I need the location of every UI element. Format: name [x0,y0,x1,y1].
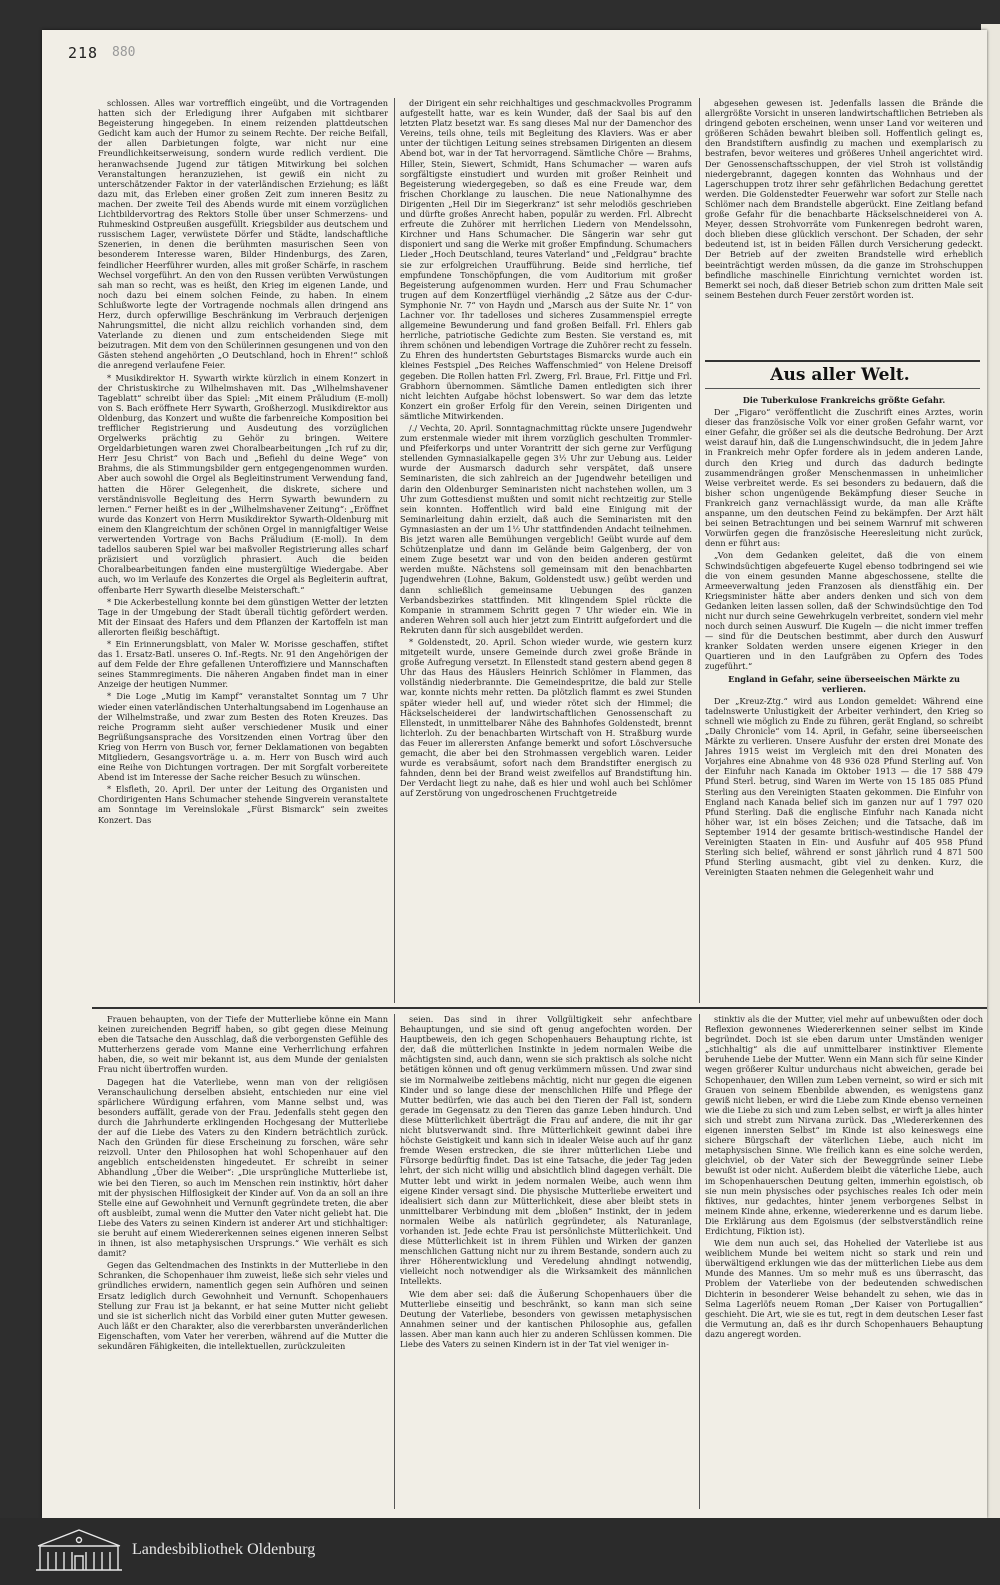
page-number: 218 [68,44,99,62]
paragraph: England in Gefahr, seine überseeischen Märkte zu verlieren. [728,673,960,694]
paragraph: seien. Das sind in ihrer Vollgültigkeit sehr anfechtbare Behauptungen, und sie sind oft genug angefochten worden. Der Hauptbeweis, den ich gegen Schopenhauers Behauptung richte, ist der, daß die mütterlichen Instinkte in jedem normalen Weibe die mächtigsten sind, auch dann, wenn sie sich praktisch als solche nicht betätigen können und oft genug verkümmern müssen. Und zwar sind sie im Normalweibe zeitlebens mächtig, nicht nur gegen die eigenen Kinder und so lange diese der menschlichen Hilfe und Pflege der Mutter bedürfen, wie das auch bei den Tieren der Fall ist, sondern gerade im Gegensatz zu den Tieren das ganze Leben hindurch. Und diese Mütterlichkeit überträgt die Frau auf andere, die mit ihr gar nicht blutsverwandt sind. Ihre Mütterlichkeit gewinnt dabei ihre höchste Geistigkeit und kann sich in idealer Weise auch auf ihr ganz fremde Wesen erstrecken, die sie ihrer mütterlichen Liebe und Fürsorge bedürftig findet. Das ist eine Tatsache, die jeder Tag jeden lehrt, der sich nicht willig und absichtlich blind dagegen verhält. Die Mutter lebt und wirkt in jedem normalen Weibe, auch wenn ihm eigene Kinder versagt sind. Die physische Mutterliebe erweitert und idealisiert sich dann zur Mütterlichkeit, diese aber bleibt stets in unmittelbarer Verbindung mit dem „bloßen“ Instinkt, der in jedem normalen Weibe als natürlich gegründeter, als Naturanlage, vorhanden ist. Jede echte Frau ist persönlichste Mütterlichkeit. Und diese Mütterlichkeit ist in ihrem Fühlen und Wirken der ganzen menschlichen Gattung nicht nur zu ihrem Bestande, sondern auch zu ihrer Höherentwicklung und Veredelung ahndingt notwendig, vielleicht noch notwendiger als die Wirksamkeit des männlichen Intellekts. [400,1014,692,1287]
bottom-column-1 [98,1014,388,1509]
paragraph: Die Tuberkulose Frankreichs größte Gefahr. [742,395,946,405]
bottom-column-2 [400,1014,692,1509]
paragraph: Wie dem nun auch sei, das Hohelied der Vaterliebe ist aus weiblichem Munde bei weitem nicht so stark und rein und überwältigend erklungen wie das der mütterlichen Liebe aus dem Munde des Mannes. Um so mehr muß es uns überrascht, das Problem der Vaterliebe von der bedeutenden schwedischen Dichterin in besonderer Weise behandelt zu sehen, wie das in Selma Lagerlöfs neuem Roman „Der Kaiser von Portugallien“ geschieht. Die Art, wie sie es tut, regt in dem deutschen Leser fast die Vermutung an, daß es ihr durch Schopenhauers Behauptung dazu angeregt worden. [705,1238,983,1339]
top-column-3-world-news [705,395,983,1003]
top-column-2 [400,98,692,1003]
paragraph: abgesehen gewesen ist. Jedenfalls lassen die Brände die allergrößte Vorsicht in unseren landwirtschaftlichen Betrieben als dringend geboten erscheinen, wenn unser Land vor weiteren und größeren Schäden bewahrt bleiben soll. Hoffentlich gelingt es, den Brandstiftern ausfindig zu machen und exemplarisch zu bestrafen, bevor weiteres und größeres Unheil angerichtet wird. Der Genossenschaftsschuppen, der viel Stroh ist vollständig niedergebrannt, dagegen konnten das Wohnhaus und der Lagerschuppen trotz ihrer sehr gefährlichen Bedachung gerettet werden. Die Goldenstedter Feuerwehr war sofort zur Stelle nach Schlömer nach dem Brandstelle abgerückt. Eine Zeitlang befand große Gefahr für die benachbarte Häckselschneiderei von A. Meyer, dessen Strohvorräte vom Funkenregen bedroht waren, doch blieben diese glücklich verschont. Der Schaden, der sehr bedeutend ist, ist in beiden Fällen durch Versicherung gedeckt. Der Betrieb auf der zweiten Brandstelle wird erheblich beeinträchtigt werden müssen, da die ganze im Strohschuppen befindliche maschinelle Einrichtung vernichtet worden ist. Bemerkt sei noch, daß dieser Betrieb schon zum dritten Male seit seinem Bestehen durch Feuer zerstört worden ist. [705,98,983,300]
paragraph: Frauen behaupten, von der Tiefe der Mutterliebe könne ein Mann keinen zureichenden Begriff haben, so gibt gegen diese Meinung eben die Tatsache den Ausschlag, daß die verborgensten Gefühle des Mutterherzens gerade vom Manne eine Verherrlichung erfahren haben, die, so weit mir bekannt ist, aus dem Munde der genialsten Frau nicht übertroffen wurden. [98,1014,388,1075]
top-column-3-upper [705,98,983,358]
newspaper-page [42,30,987,1518]
paragraph: „Von dem Gedanken geleitet, daß die von einem Schwindsüchtigen abgefeuerte Kugel ebenso todbringend sei wie die von einem gesunden Manne abgeschossene, stellte die Armeeverwaltung jeden Franzosen als dienstfähig ein. Der Kriegsminister hätte aber anders denken und sich von dem Gedanken leiten lassen sollen, daß der Schwindsüchtige den Tod nicht nur durch seine Gewehrkugeln verbreitet, sondern viel mehr noch durch seinen Auswurf. Die Kugeln — die nicht immer treffen — sind für die Deutschen bestimmt, aber durch den Auswurf kranker Soldaten werden unsere eigenen Krieger in den Quartieren und in den Laufgräben zu Opfern des Todes zugeführt.“ [705,550,983,672]
paragraph: schlossen. Alles war vortrefflich eingeübt, und die Vortragenden hatten sich der Erledigung ihrer Aufgaben mit sichtbarer Begeisterung hingegeben. In einem reizenden plattdeutschen Gedicht kam auch der Humor zu seinem Rechte. Der reiche Beifall, der allen Darbietungen folgte, war nicht nur eine Freundlichkeitserweisung, sondern wurde redlich verdient. Die heranwachsende Jugend zur tätigen Mitwirkung bei solchen Veranstaltungen heranzuziehen, ist gewiß ein nicht zu unterschätzender Faktor in der vaterländischen Erziehung; es läßt dazu mit, das Erleben einer großen Zeit zum inneren Besitz zu machen. Der zweite Teil des Abends wurde mit einem vorzüglichen Lichtbildervortrag des Rektors Stolle über unser Schmerzens- und Ruhmeskind Ostpreußen ausgefüllt. Kriegsbilder aus deutschem und russischem Lager, verwüstete Dörfer und Städte, landschaftliche Szenerien, in denen die berühmten masurischen Seen von besonderem Interesse waren, Bilder Hindenburgs, des Zaren, feindlicher Heerführer wurden, alles mit großer Schärfe, in raschem Wechsel vorgeführt. An den von den Russen verübten Verwüstungen sah man so recht, was es heißt, den Krieg im eigenen Lande, und noch dazu bei einem solchen Feinde, zu haben. In einem Schlußworte legte der Vortragende nochmals allen dringend ans Herz, durch opferwillige Beschränkung im Verbrauch derjenigen Nahrungsmittel, die nicht allzu reichlich vorhanden sind, dem Vaterlande zu dienen und zum entscheidenden Siege mit beizutragen. Mit dem von den Schülerinnen gesungenen und von den Gästen stehend angehörten „O Deutschland, hoch in Ehren!“ schloß die anregend verlaufene Feier. [98,98,388,371]
column-divider [699,1014,700,1509]
column-divider [394,98,395,1003]
paragraph: * Die Loge „Mutig im Kampf“ veranstaltet Sonntag um 7 Uhr wieder einen vaterländischen Unterhaltungsabend im Logenhause an der Wilhelmstraße, und zwar zum Besten des Roten Kreuzes. Das reiche Programm sieht außer verschiedener Musik und einer Begrüßungsansprache des Vorsitzenden einen Vortrag über den Krieg von Herrn von Busch vor, ferner Deklamationen von begabten Mitgliedern, Gesangsvorträge u. a. m. Herr von Busch wird auch eine Reihe von Dichtungen vortragen. Der mit Sorgfalt vorbereitete Abend ist im Interesse der Sache reicher Besuch zu wünschen. [98,691,388,783]
column-divider [699,98,700,1003]
paragraph: stinktiv als die der Mutter, viel mehr auf unbewußten oder doch Reflexion gewonnenes Wiedererkennen seiner selbst im Kinde begründet. Doch ist sie eben darum unter Umständen weniger „stichhaltig“ als die auf unmittelbarer instinktiver Elemente beruhende Liebe der Mutter. Wenn ein Mann sich für seine Kinder wegen größerer Kultur undurchaus nicht abweichen, gerade bei Schopenhauer, den Willen zum Leben verneint, so wird er sich mit Grauen von seinem Ebenbilde abwenden, es wenigstens ganz gewiß nicht lieben, er wird die Liebe zum Kinde ebenso verneinen wie die Liebe zu sich und zum Leben selbst, er wirft ja alles hinter sich und strebt zum Nirvana zurück. Das „Wiedererkennen des eigenen innersten Selbst“ im Kinde ist also keineswegs eine sichere Bürgschaft der väterlichen Liebe, auch nicht im metaphysischen Sinne. Wie freilich kann es eine solche werden, gleichviel, ob der Vater sich der Beweggründe seiner Liebe bewußt ist oder nicht. Außerdem bleibt die väterliche Liebe, auch im Schopenhauerschen Deutung gelten, immerhin egoistisch, ob sie nun mein physisches oder psychisches reales Ich oder mein fiktives, nur gedachtes, hinter jenem verborgenes Selbst in meinem Kinde ahne, erkenne, wiedererkenne und es darum liebe. Die Erklärung aus dem Egoismus (der selbstverständlich reine Erdichtung, Fiktion ist). [705,1014,983,1236]
page-handwritten-note: 880 [112,45,136,60]
paragraph: * Ein Erinnerungsblatt, von Maler W. Morisse geschaffen, stiftet das 1. Ersatz-Batl. unseres O. Inf.-Regts. Nr. 91 den Angehörigen der auf dem Felde der Ehre gefallenen Unteroffiziere und Mannschaften seines Stammregiments. Die näheren Angaben findet man in einer Anzeige der heutigen Nummer. [98,638,388,690]
paragraph: Dagegen hat die Vaterliebe, wenn man von der religiösen Veranschaulichung derselben absieht, entschieden nur eine viel spärlichere Würdigung erfahren, vom Manne selbst und, was besonders auffällt, gerade von der Frau. Jedenfalls steht gegen den durch die Jahrhunderte erklingenden Hochgesang der Mutterliebe der auf die Liebe des Vaters zu den Kindern beträchtlich zurück. Nach den Gründen für diese Erscheinung zu forschen, wäre sehr reizvoll. Unter den Philosophen hat wohl Schopenhauer auf den angeblich entscheidensten hingedeutet. Er schreibt in seiner Abhandlung „Über die Weiber“: „Die ursprüngliche Mutterliebe ist, wie bei den Tieren, so auch im Menschen rein instinktiv, hört daher mit der physischen Hilflosigkeit der Kinder auf. Von da an soll an ihre Stelle eine auf Gewohnheit und Vernunft gegründete treten, die aber oft ausbleibt, zumal wenn die Mutter den Vater nicht geliebt hat. Die Liebe des Vaters zu seinen Kindern ist anderer Art und stichhaltiger: sie beruht auf einem Wiedererkennen seines eigenen inneren Selbst in ihnen, ist also metaphysischen Ursprungs.“ Wie verhält es sich damit? [98,1076,388,1259]
paragraph: * Musikdirektor H. Sywarth wirkte kürzlich in einem Konzert in der Christuskirche zu Wilhelmshaven mit. Das „Wilhelmshavener Tageblatt“ schreibt über das Spiel: „Mit einem Präludium (E-moll) von S. Bach eröffnete Herr Sywarth, Großherzogl. Musikdirektor aus Oldenburg, das Konzert und wußte die farbenreiche Komposition bei trefflicher Registrierung und Ausdeutung des vorzüglichen Orgelwerks prächtig zu Gehör zu bringen. Weitere Orgeldarbietungen waren zwei Choralbearbeitungen „Ich ruf zu dir, Herr Jesu Christ“ von Bach und „Befiehl du deine Wege“ von Brahms, die als Stimmungsbilder gern entgegengenommen wurden. Aber auch sowohl die Orgel als Begleitinstrument Verwendung fand, hatten die Hörer Gelegenheit, die diskrete, sichere und verständnisvolle Begleitung des Herrn Sywarth bewundern zu lernen.“ Ferner heißt es in der „Wilhelmshavener Zeitung“: „Eröffnet wurde das Konzert von Herrn Musikdirektor Sywarth-Oldenburg mit einem den Klangreichtum der schönen Orgel in mannigfaltiger Weise verwertenden Vortrage von Bachs Präludium (E-moll). In dem tadellos sauberen Spiel war bei maßvoller Registrierung alles scharf präzisiert und vorzüglich phrasiert. Auch die beiden Choralbearbeitungen fanden eine mustergültige Wiedergabe. Aber auch, wo im Verlaufe des Konzertes die Orgel als Begleiterin auftrat, offenbarte Herr Sywarth dieselbe Meisterschaft.“ [98,372,388,595]
section-rule [705,388,980,389]
paragraph: /./ Vechta, 20. April. Sonntagnachmittag rückte unsere Jugendwehr zum erstenmale wieder mit ihrem vorzüglich geschulten Trommler- und Pfeiferkorps und unter Vorantritt der sich gerne zur Verfügung stellenden Gymnasialkapelle gegen 3½ Uhr zur Uebung aus. Leider wurde der Ausmarsch dadurch sehr verspätet, daß unsere Seminaristen, die sich zahlreich an der Jugendwehr beteiligen und darin den Oldenburger Seminaristen nicht nachstehen wollen, um 3 Uhr zum Gottesdienst mußten und somit nicht rechtzeitig zur Stelle sein konnten. Hoffentlich wird bald eine Einigung mit der Seminarleitung dahin erzielt, daß auch die Seminaristen mit den Gymnasiasten an der um 1½ Uhr stattfindenden Andacht teilnehmen. Bis jetzt waren alle Bemühungen vergeblich! Geübt wurde auf dem Schützenplatze und dann im Gelände beim Galgenberg, der von einem Zuge besetzt war und von den beiden anderen gestürmt werden mußte. Nächstens soll gemeinsam mit den benachbarten Jugendwehren (Lohne, Bakum, Goldenstedt usw.) geübt werden und dann schließlich gemeinsame Uebungen des ganzen Verbandsbezirkes stattfinden. Mit klingendem Spiel rückte die Kompanie in strammem Schritt gegen 7 Uhr wieder ein. Wie in anderen Wehren soll auch hier jetzt zum Eintritt aufgefordert und die Rekruten dann für sich ausgebildet werden. [400,423,692,635]
paragraph: der Dirigent ein sehr reichhaltiges und geschmackvolles Programm aufgestellt hatte, war es kein Wunder, daß der Saal bis auf den letzten Platz besetzt war. Es sang dieses Mal nur der Damenchor des Vereins, teils ohne, teils mit Begleitung des Klaviers. Was er aber unter der tüchtigen Leitung seines strebsamen Dirigenten an diesem Abend bot, war in der Tat hervorragend. Sämtliche Chöre — Brahms, Hiller, Stein, Siewert, Schmidt, Hans Schumacher — waren aufs sorgfältigste einstudiert und wurden mit großer Reinheit und Begeisterung wiedergegeben, so daß es eine Freude war, dem frischen Chorklange zu lauschen. Die neue Nationalhymne des Dirigenten „Heil Dir im Siegerkranz“ ist sehr melodiös geschrieben und dürfte großes Anrecht haben, populär zu werden. Frl. Albrecht erfreute die Zuhörer mit herrlichen Liedern von Mendelssohn, Kirchner und Hans Schumacher. Die Sängerin war sehr gut disponiert und sang die Werke mit großer Empfindung. Schumachers Lieder „Hoch Deutschland, teures Vaterland“ und „Feldgrau“ brachte sie zur erfolgreichen Uraufführung. Beide sind herrliche, tief empfundene Tonschöpfungen, die vom Auditorium mit großer Begeisterung aufgenommen wurden. Herr und Frau Schumacher trugen auf dem Konzertflügel vierhändig „2 Sätze aus der C-dur-Symphonie Nr. 7“ von Haydn und „Marsch aus der Suite Nr. 1“ von Lachner vor. Ihr tadelloses und sicheres Zusammenspiel erregte allgemeine Bewunderung und fand großen Beifall. Frl. Ehlers gab herrliche, patriotische Gedichte zum Besten. Sie verstand es, mit ihrem schönen und lebendigen Vortrage die Zuhörer recht zu fesseln. Zu Ehren des hundertsten Geburtstages Bismarcks wurde auch ein kleines Festspiel „Des Reiches Waffenschmied“ von Helene Dreisoff gegeben. Die Rollen hatten Frl. Zwerg, Frl. Braue, Frl. Fittje und Frl. Grabhorn übernommen. Sämtliche Damen entledigten sich ihrer nicht leichten Aufgabe höchst lobenswert. So war dem das letzte Konzert ein großer Erfolg für den Verein, seinen Dirigenten und sämtliche Mitwirkenden. [400,98,692,421]
paragraph: * Goldenstedt, 20. April. Schon wieder wurde, wie gestern kurz mitgeteilt wurde, unsere Gemeinde durch zwei große Brände in große Aufregung versetzt. In Ellenstedt stand gestern abend gegen 8 Uhr das Haus des Häuslers Heinrich Schlömer in Flammen, das vollständig niederbrannte. Die Gemeindespritze, die bald zur Stelle war, konnte nichts mehr retten. Da plötzlich flammt es zwei Stunden später wieder hell auf, und wieder rötet sich der Himmel; die Häckselscheiderei der landwirtschaftlichen Genossenschaft zu Ellenstedt, in unmittelbarer Nähe des Bahnhofes Goldenstedt, brennt lichterloh. Zu der benachbarten Wirtschaft von H. Straßburg wurde das Feuer im allerersten Anfange bemerkt und sofort Löschversuche gemacht, die aber bei den Strohmassen vergeblich waren. Leider wurde es verabsäumt, sofort nach dem Brandstifter energisch zu fahnden, denn bei der Brand weist zweifellos auf Brandstiftung hin. Der Verdacht liegt zu nahe, daß es hier und wohl auch bei Schlömer auf Zerstörung von ungedroschenen Fruchtgetreide [400,636,692,799]
paragraph: Der „Figaro“ veröffentlicht die Zuschrift eines Arztes, worin dieser das französische Volk vor einer großen Gefahr warnt, vor einer Gefahr, die größer sei als die deutsche Bedrohung. Der Arzt weist darauf hin, daß die Lungenschwindsucht, die in jedem Jahre in Frankreich mehr Opfer fordere als in jedem anderen Lande, durch den Krieg und durch das dadurch bedingte zusammendrängen großer Menschenmassen in unheimlicher Weise verbreitet werde. Es sei besonders zu bedauern, daß die bisher schon ungenügende Bekämpfung dieser Seuche in Frankreich ganz vernachlässigt wurde, da man alle Kräfte anspanne, um den deutschen Feind zu bekämpfen. Der Arzt hält bei seinen Betrachtungen und bei seinem Warnruf mit schweren Vorwürfen gegen die französische Heeresleitung nicht zurück, denn er führt aus: [705,407,983,549]
section-title-aus-aller-welt: Aus aller Welt. [770,365,910,385]
library-name: Landesbibliothek Oldenburg [132,1541,316,1558]
column-divider [394,1014,395,1509]
paragraph: Der „Kreuz-Ztg.“ wird aus London gemeldet: Während eine tadelnswerte Unlustigkeit der Arbeiter verhindert, den Krieg so schnell wie möglich zu Ende zu führen, gerät England, so schreibt „Daily Chronicle“ vom 14. April, in Gefahr, seine überseeischen Märkte zu verlieren. Unsere Ausfuhr der ersten drei Monate des Jahres 1915 weist im Vergleich mit den drei Monaten des Vorjahres eine Abnahme von 48 936 028 Pfund Sterling auf. Von der Einfuhr nach Kanada im Oktober 1913 — die 17 588 479 Pfund Sterl. betrug, sind Waren im Werte von 15 185 085 Pfund Sterling aus den Vereinigten Staaten gekommen. Die Einfuhr von England nach Kanada belief sich im ganzen nur auf 1 797 020 Pfund Sterling. Daß die englische Einfuhr nach Kanada nicht höher war, ist ein böses Zeichen; und die Tatsache, daß im September 1914 der gesamte britisch-westindische Handel der Vereinigten Staaten in Ein- und Ausfuhr auf 405 958 Pfund Sterling sich belief, während er sonst jährlich rund 4 871 500 Pfund Sterling ausmacht, gibt viel zu denken. Kurz, die Vereinigten Staaten nehmen die Gelegenheit wahr und [705,695,983,878]
paragraph: Wie dem aber sei: daß die Äußerung Schopenhauers über die Mutterliebe einseitig und beschränkt, so kann man sich seine Deutung der Vaterliebe, besonders von gewissen metaphysischen Annahmen seiner und der kantischen Philosophie aus, gefallen lassen. Aber man kann auch hier zu anderen Schlüssen kommen. Die Liebe des Vaters zu seinen Kindern ist in der Tat viel weniger in- [400,1288,692,1349]
library-building-icon [34,1524,124,1574]
section-rule [705,360,980,362]
top-column-1 [98,98,388,1003]
bottom-column-3 [705,1014,983,1509]
paragraph: * Die Ackerbestellung konnte bei dem günstigen Wetter der letzten Tage in der Umgebung der Stadt überall tüchtig gefördert werden. Mit der Einsaat des Hafers und dem Pflanzen der Kartoffeln ist man allerorten fleißig beschäftigt. [98,596,388,637]
paragraph: Gegen das Geltendmachen des Instinkts in der Mutterliebe in den Schranken, die Schopenhauer ihm zuweist, ließe sich sehr vieles und gründliches erwidern, namentlich gegen sein Aufhören und seinen Ersatz lediglich durch Gewohnheit und Vernunft. Schopenhauers Stellung zur Frau ist ja bekannt, er hat seine Mutter nicht geliebt und sie ist sicherlich nicht das Vorbild einer guten Mutter gewesen. Auch läßt er den Charakter, also die vererbbarsten unveränderlichen Eigenschaften, vom Vater her vererben, während auf die Mutter die sekundären Fähigkeiten, die intellektuellen, zurückzuleiten [98,1260,388,1351]
feuilleton-separator [92,1007,987,1009]
paragraph: * Elsfleth, 20. April. Der unter der Leitung des Organisten und Chordirigenten Hans Schumacher stehende Singverein veranstaltete am Sonntage im Vereinslokale „Fürst Bismarck“ sein zweites Konzert. Das [98,784,388,825]
